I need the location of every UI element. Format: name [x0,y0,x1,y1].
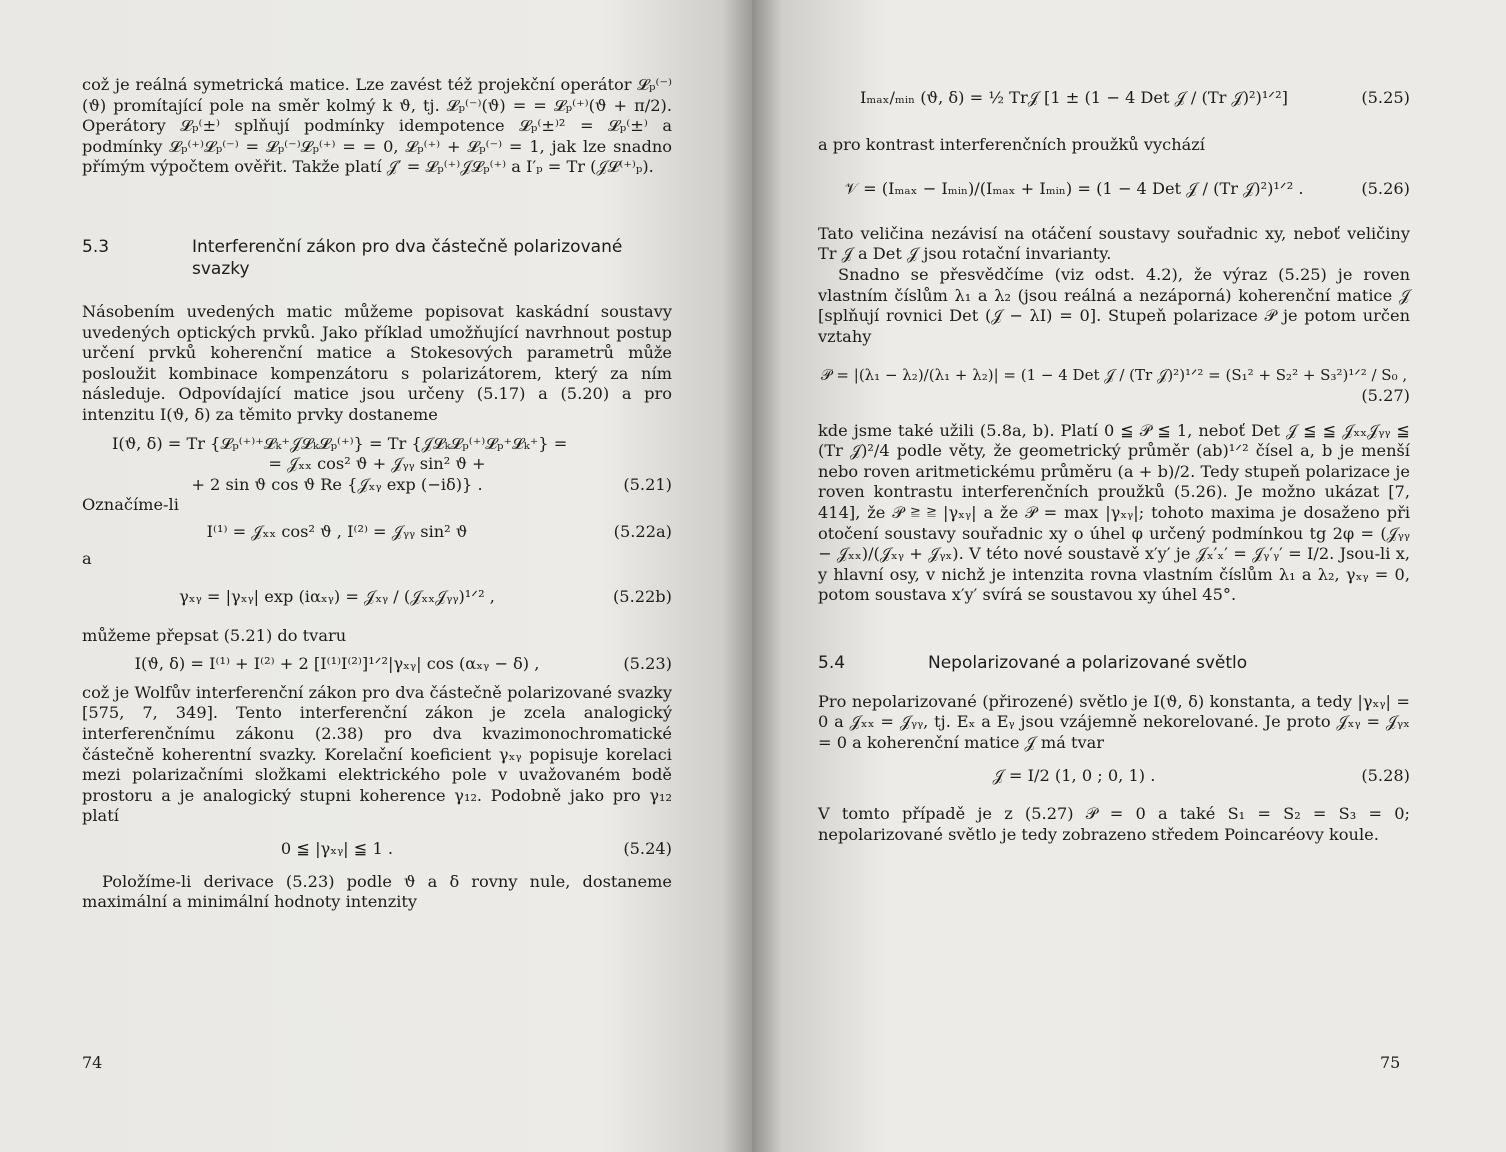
paragraph-poincare: V tomto případě je z (5.27) 𝒫 = 0 a také S₁ = S₂ = S₃ = 0; nepolarizované světlo je tedy zobrazeno středem Poincaréovy koule. [818,804,1410,844]
equation-number: (5.28) [1361,765,1410,785]
section-number: 5.3 [82,236,110,257]
paragraph-oznacime: Označíme-li [82,495,179,515]
equation-body: 𝒥 = I/2 (1, 0 ; 0, 1) . [992,765,1156,785]
equation-body: 𝒫 = |(λ₁ − λ₂)/(λ₁ + λ₂)| = (1 − 4 Det 𝒥 / (Tr 𝒥)²)¹ᐟ² = (S₁² + S₂² + S₃²)¹ᐟ² / S₀ , [820,366,1408,385]
paragraph-cascade: Násobením uvedených matic můžeme popisovat kaskádní soustavy uvedených optických prvků. Jako příklad umožňující navrhnout postup určení prvků koherenční matice a Stokesových parametrů může posloužit kombinace kompenzátoru s polarizátorem, který za ním následuje. Odpovídající matice jsou určeny (5.17) a (5.20) a pro intenzitu I(ϑ, δ) za těmito prvky dostaneme [82,301,672,424]
equation-number: (5.24) [623,839,672,859]
equation-body: 0 ≦ |γₓᵧ| ≦ 1 . [280,839,394,859]
left-page [0,0,752,1152]
equation-body: I(ϑ, δ) = I⁽¹⁾ + I⁽²⁾ + 2 [I⁽¹⁾I⁽²⁾]¹ᐟ²|γₓᵧ| cos (αₓᵧ − δ) , [134,654,540,674]
paragraph-degree-of-polarization: kde jsme také užili (5.8a, b). Platí 0 ≦ 𝒫 ≦ 1, neboť Det 𝒥 ≦ ≦ 𝒥ₓₓ𝒥ᵧᵧ ≦ (Tr 𝒥)²/4 podle věty, že geometrický průměr (ab)¹ᐟ² čísel a, b je menší nebo roven aritmetickému průměru (a + b)/2. Tedy stupeň polarizace je roven kontrastu interferenčních proužků (5.26). Je možno ukázat [7, 414], že 𝒫 ≧ ≧ |γₓᵧ| a že 𝒫 = max |γₓᵧ|; tohoto maxima je dosaženo při otočení soustavy souřadnic xy o úhel φ určený podmínkou tg 2φ = (𝒥ᵧᵧ − 𝒥ₓₓ)/(𝒥ₓᵧ + 𝒥ᵧₓ). V této nové soustavě x′y′ je 𝒥ₓ′ₓ′ = 𝒥ᵧ′ᵧ′ = I/2. Jsou-li x, y hlavní osy, v nichž je intenzita rovna vlastním číslům λ₁ a λ₂, γₓᵧ = 0, potom soustava x′y′ svírá se soustavou xy úhel 45°. [818,420,1410,605]
connector-word: a [82,548,92,568]
paragraph-eigenvalues: Snadno se přesvědčíme (viz odst. 4.2), že výraz (5.25) je roven vlastním číslům λ₁ a λ₂ (jsou reálná a nezáporná) koherenční matice 𝒥 [splňují rovnici Det (𝒥 − λI) = 0]. Stupeň polarizace 𝒫 je potom určen vztahy [818,264,1410,346]
equation-number: (5.22b) [612,587,672,607]
paragraph-invariants: Tato veličina nezávisí na otáčení soustavy souřadnic xy, neboť veličiny Tr 𝒥 a Det 𝒥 jsou rotační invarianty. [818,223,1410,264]
page-number-right: 75 [1380,1053,1401,1072]
equation-5-21-line2 [82,454,672,475]
equation-body: γₓᵧ = |γₓᵧ| exp (iαₓᵧ) = 𝒥ₓᵧ / (𝒥ₓₓ𝒥ᵧᵧ)¹ᐟ² , [179,587,495,607]
equation-5-27 [818,365,1410,386]
paragraph-unpolarized: Pro nepolarizované (přirozené) světlo je I(ϑ, δ) konstanta, a tedy |γₓᵧ| = 0 a 𝒥ₓₓ = 𝒥ᵧᵧ, tj. Eₓ a Eᵧ jsou vzájemně nekorelované. Je proto 𝒥ₓᵧ = 𝒥ᵧₓ = 0 a koherenční matice 𝒥 má tvar [818,691,1410,753]
equation-5-21-line1 [82,434,672,455]
right-page [752,0,1506,1152]
page-number-left: 74 [82,1053,103,1072]
equation-5-25 [818,88,1410,109]
equation-body: 𝒱 = (Iₘₐₓ − Iₘᵢₙ)/(Iₘₐₓ + Iₘᵢₙ) = (1 − 4 Det 𝒥 / (Tr 𝒥)²)¹ᐟ² . [844,179,1304,199]
equation-5-27-number-row [818,386,1410,407]
section-title: Interferenční zákon pro dva částečně polarizované svazky [192,236,623,279]
left-text-column [82,75,672,913]
paragraph-muzeme: můžeme přepsat (5.21) do tvaru [82,625,347,645]
equation-number: (5.27) [1361,385,1410,405]
equation-number: (5.22a) [613,521,672,541]
equation-number: (5.23) [623,654,672,674]
equation-body: I⁽¹⁾ = 𝒥ₓₓ cos² ϑ , I⁽²⁾ = 𝒥ᵧᵧ sin² ϑ [206,521,468,541]
equation-5-23 [82,654,672,675]
section-title: Nepolarizované a polarizované světlo [928,652,1248,673]
paragraph-wolf-law: což je Wolfův interferenční zákon pro dva částečně polarizované svazky [575, 7, 349]. Tento interferenční zákon je zcela analogický interferenčnímu zákonu (2.38) pro dva kvazimonochromatické částečně koherentní svazky. Korelační koeficient γₓᵧ popisuje korelaci mezi polarizačními složkami elektrického pole v uvažovaném bodě prostoru a je analogický stupni koherence γ₁₂. Podobně jako pro γ₁₂ platí [82,682,672,826]
right-text-column [818,88,1410,845]
equation-number: (5.26) [1361,179,1410,199]
equation-number: (5.21) [623,474,672,494]
equation-5-22b [82,587,672,608]
section-heading-5-3 [82,236,672,280]
section-number: 5.4 [818,652,846,673]
equation-body: I(ϑ, δ) = Tr {𝓛ₚ⁽⁺⁾⁺𝓛ₖ⁺𝒥𝓛ₖ𝓛ₚ⁽⁺⁾} = Tr {𝒥𝓛ₖ𝓛ₚ⁽⁺⁾𝓛ₚ⁺𝓛ₖ⁺} = [112,433,568,453]
equation-5-26 [818,179,1410,200]
equation-body: = 𝒥ₓₓ cos² ϑ + 𝒥ᵧᵧ sin² ϑ + [268,454,486,474]
equation-body: + 2 sin ϑ cos ϑ Re {𝒥ₓᵧ exp (−iδ)} . [191,474,483,494]
equation-body: Iₘₐₓ/ₘᵢₙ (ϑ, δ) = ½ Tr𝒥 [1 ± (1 − 4 Det 𝒥 / (Tr 𝒥)²)¹ᐟ²] [860,88,1288,107]
equation-5-21-line3 [82,475,672,496]
left-intro-paragraph: což je reálná symetrická matice. Lze zavést též projekční operátor 𝓛ₚ⁽⁻⁾(ϑ) promítající pole na směr kolmý k ϑ, tj. 𝓛ₚ⁽⁻⁾(ϑ) = = 𝓛ₚ⁽⁺⁾(ϑ + π/2). Operátory 𝓛ₚ⁽±⁾ splňují podmínky idempotence 𝓛ₚ⁽±⁾² = 𝓛ₚ⁽±⁾ a podmínky 𝓛ₚ⁽⁺⁾𝓛ₚ⁽⁻⁾ = 𝓛ₚ⁽⁻⁾𝓛ₚ⁽⁺⁾ = = 0, 𝓛ₚ⁽⁺⁾ + 𝓛ₚ⁽⁻⁾ = 1, jak lze snadno přímým výpočtem ověřit. Takže platí 𝒥′ = 𝓛ₚ⁽⁺⁾𝒥𝓛ₚ⁽⁺⁾ a I′ₚ = Tr (𝒥𝓛⁽⁺⁾ₚ). [82,75,672,177]
equation-number: (5.25) [1361,88,1410,107]
equation-5-22a [82,522,672,543]
equation-5-24 [82,839,672,860]
paragraph-derivative: Položíme-li derivace (5.23) podle ϑ a δ rovny nule, dostaneme maximální a minimální hodnoty intenzity [82,871,672,912]
equation-5-28 [818,766,1410,787]
section-heading-5-4 [818,652,1410,674]
paragraph-kontrast: a pro kontrast interferenčních proužků vychází [818,134,1205,154]
